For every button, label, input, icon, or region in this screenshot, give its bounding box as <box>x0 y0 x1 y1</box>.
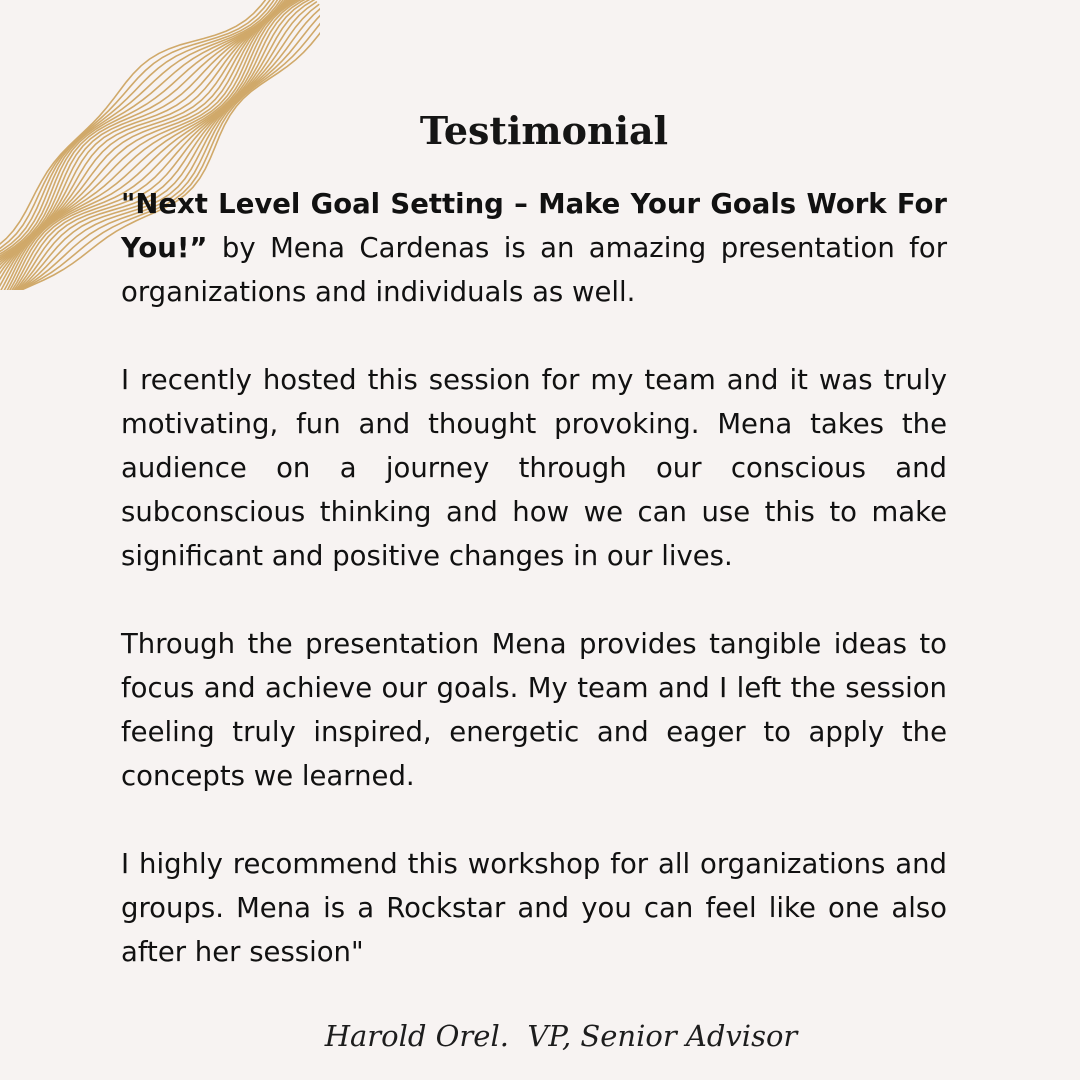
testimonial-paragraph: I recently hosted this session for my team and it was truly motivating, fun and thought provoking. Mena takes the audience on a journey through our conscious and subconscious thinking and how we can use this to make significant and positive changes in our lives. <box>121 364 947 572</box>
testimonial-intro-paragraph <box>121 182 947 314</box>
presentation-title: "Next Level Goal Setting – Make Your Goals Work For You!” <box>121 188 947 264</box>
signature: Harold Orel. VP, Senior Advisor <box>324 1019 798 1053</box>
testimonial-paragraph: I highly recommend this workshop for all organizations and groups. Mena is a Rockstar and you can feel like one also after her session" <box>121 848 947 968</box>
testimonial-body <box>121 182 947 974</box>
testimonial-paragraph: Through the presentation Mena provides tangible ideas to focus and achieve our goals. My team and I left the session feeling truly inspired, energetic and eager to apply the concepts we learned. <box>121 628 947 792</box>
page-title: Testimonial <box>419 108 669 153</box>
intro-text: by Mena Cardenas is an amazing presentation for organizations and individuals as well. <box>121 232 947 308</box>
